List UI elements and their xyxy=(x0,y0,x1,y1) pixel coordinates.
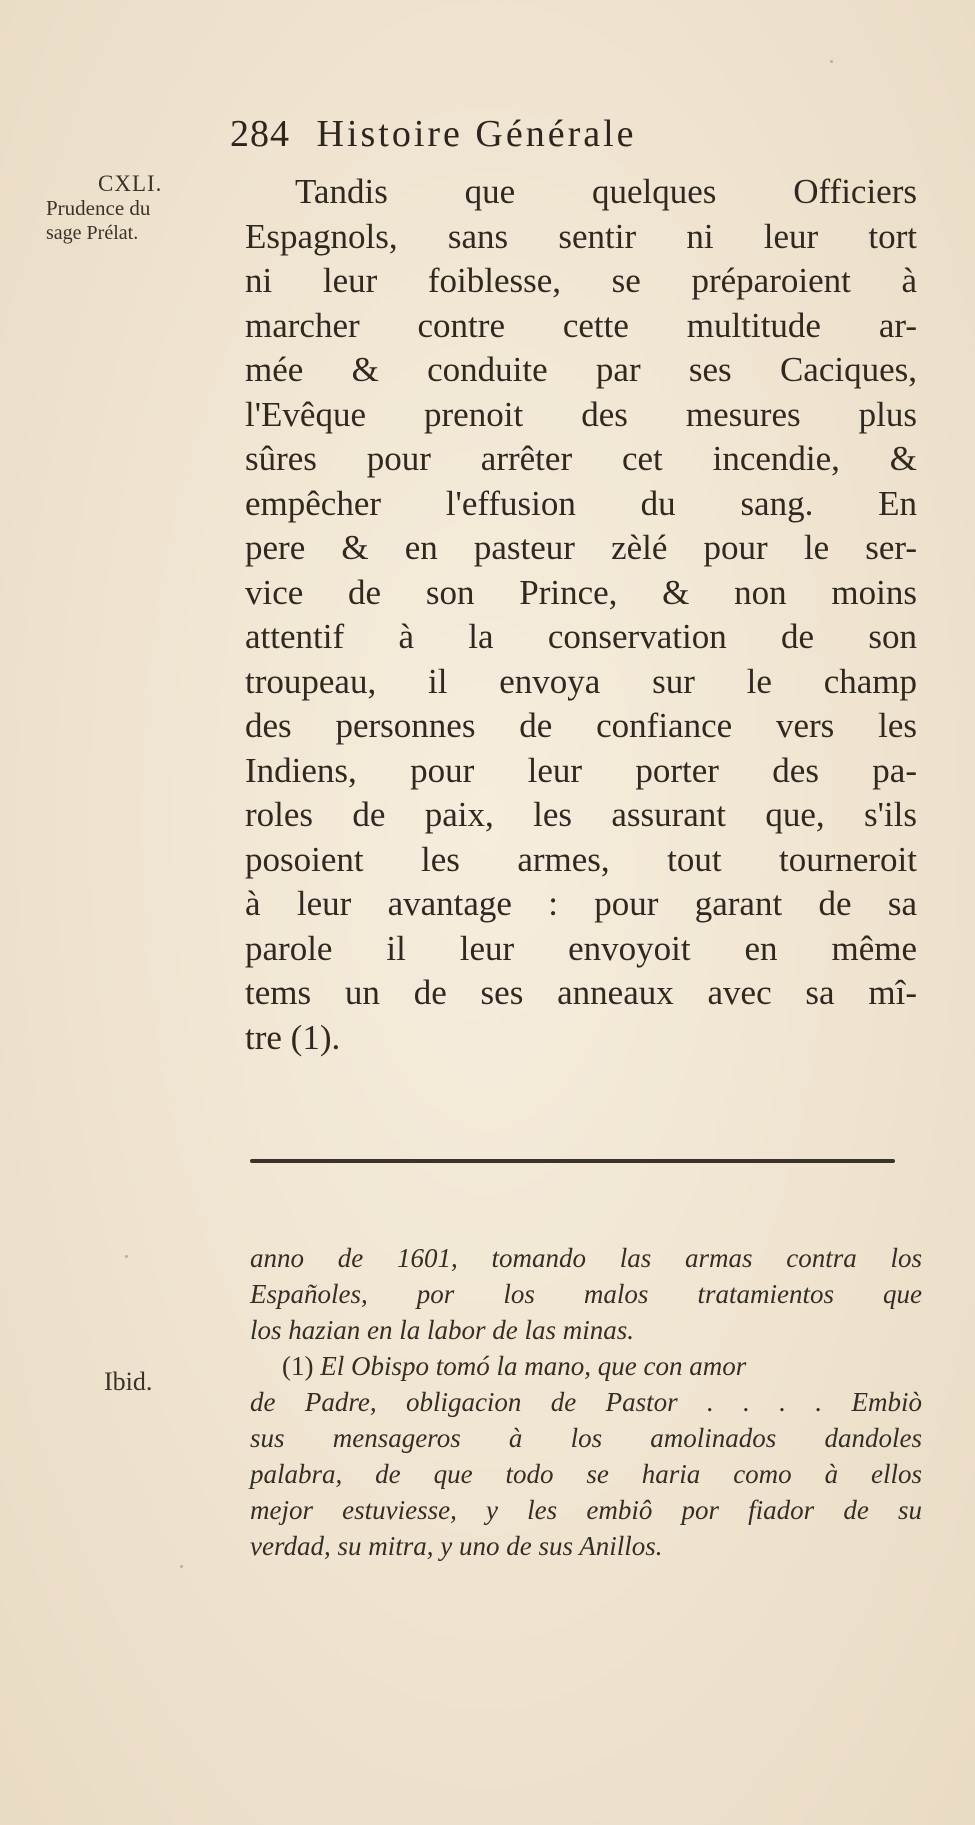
footnote-line: anno de 1601, tomando las armas contra los xyxy=(250,1243,922,1273)
body-line: pere & en pasteur zèlé pour le ser- xyxy=(245,528,917,567)
footnote-line: los hazian en la labor de las minas. xyxy=(250,1315,635,1345)
body-line: parole il leur envoyoit en même xyxy=(245,928,917,968)
body-paragraph xyxy=(245,170,917,1060)
body-line: sûres pour arrêter cet incendie, & xyxy=(245,439,917,478)
body-line: tems un de ses anneaux avec sa mî- xyxy=(245,973,917,1012)
body-line: troupeau, il envoya sur le champ xyxy=(245,661,917,701)
footnote-line: sus mensageros à los amolinados dandoles xyxy=(250,1423,922,1453)
body-line: ni leur foiblesse, se préparoient à xyxy=(245,261,917,300)
footnote-line: verdad, su mitra, y uno de sus Anillos. xyxy=(250,1531,663,1561)
footnote-line xyxy=(250,1348,922,1384)
footnote-divider xyxy=(250,1159,895,1163)
footnotes xyxy=(250,1240,922,1564)
body-line: attentif à la conservation de son xyxy=(245,617,917,656)
body-line: des personnes de confiance vers les xyxy=(245,706,917,745)
body-line: vice de son Prince, & non moins xyxy=(245,572,917,612)
body-line: Tandis que quelques Officiers xyxy=(295,172,917,211)
footnote-text: El Obispo tomó la mano, que con amor xyxy=(320,1351,747,1381)
footnote-line: Españoles, por los malos tratamientos que xyxy=(250,1279,922,1309)
body-line: Espagnols, sans sentir ni leur tort xyxy=(245,216,917,256)
body-line: l'Evêque prenoit des mesures plus xyxy=(245,394,917,434)
body-line: empêcher l'effusion du sang. En xyxy=(245,483,917,523)
footnote-line: palabra, de que todo se haria como à ellos xyxy=(250,1459,922,1489)
paper-speck xyxy=(180,1565,183,1568)
paper-speck xyxy=(125,1255,128,1258)
body-line: Indiens, pour leur porter des pa- xyxy=(245,750,917,790)
margin-note-line: sage Prélat. xyxy=(46,222,139,244)
page-number: 284 xyxy=(230,113,290,155)
body-line: mée & conduite par ses Caciques, xyxy=(245,350,917,389)
margin-note-line: Prudence du xyxy=(46,196,151,220)
body-line: à leur avantage : pour garant de sa xyxy=(245,884,917,923)
footnote-line: de Padre, obligacion de Pastor . . . . Embiò xyxy=(250,1387,922,1417)
body-line: tre (1). xyxy=(245,1017,341,1057)
body-line: posoient les armes, tout tourneroit xyxy=(245,839,917,879)
body-line: marcher contre cette multitude ar- xyxy=(245,305,917,345)
paper-speck xyxy=(830,60,833,63)
footnote-marker: (1) xyxy=(282,1351,314,1381)
margin-note-number: CXLI. xyxy=(98,171,163,196)
footnote-line: mejor estuviesse, y les embiô por fiador de su xyxy=(250,1495,922,1525)
running-head xyxy=(230,112,890,156)
footnote-ref-label: Ibid. xyxy=(104,1367,153,1396)
body-line: roles de paix, les assurant que, s'ils xyxy=(245,795,917,834)
running-title: Histoire Générale xyxy=(316,113,637,155)
